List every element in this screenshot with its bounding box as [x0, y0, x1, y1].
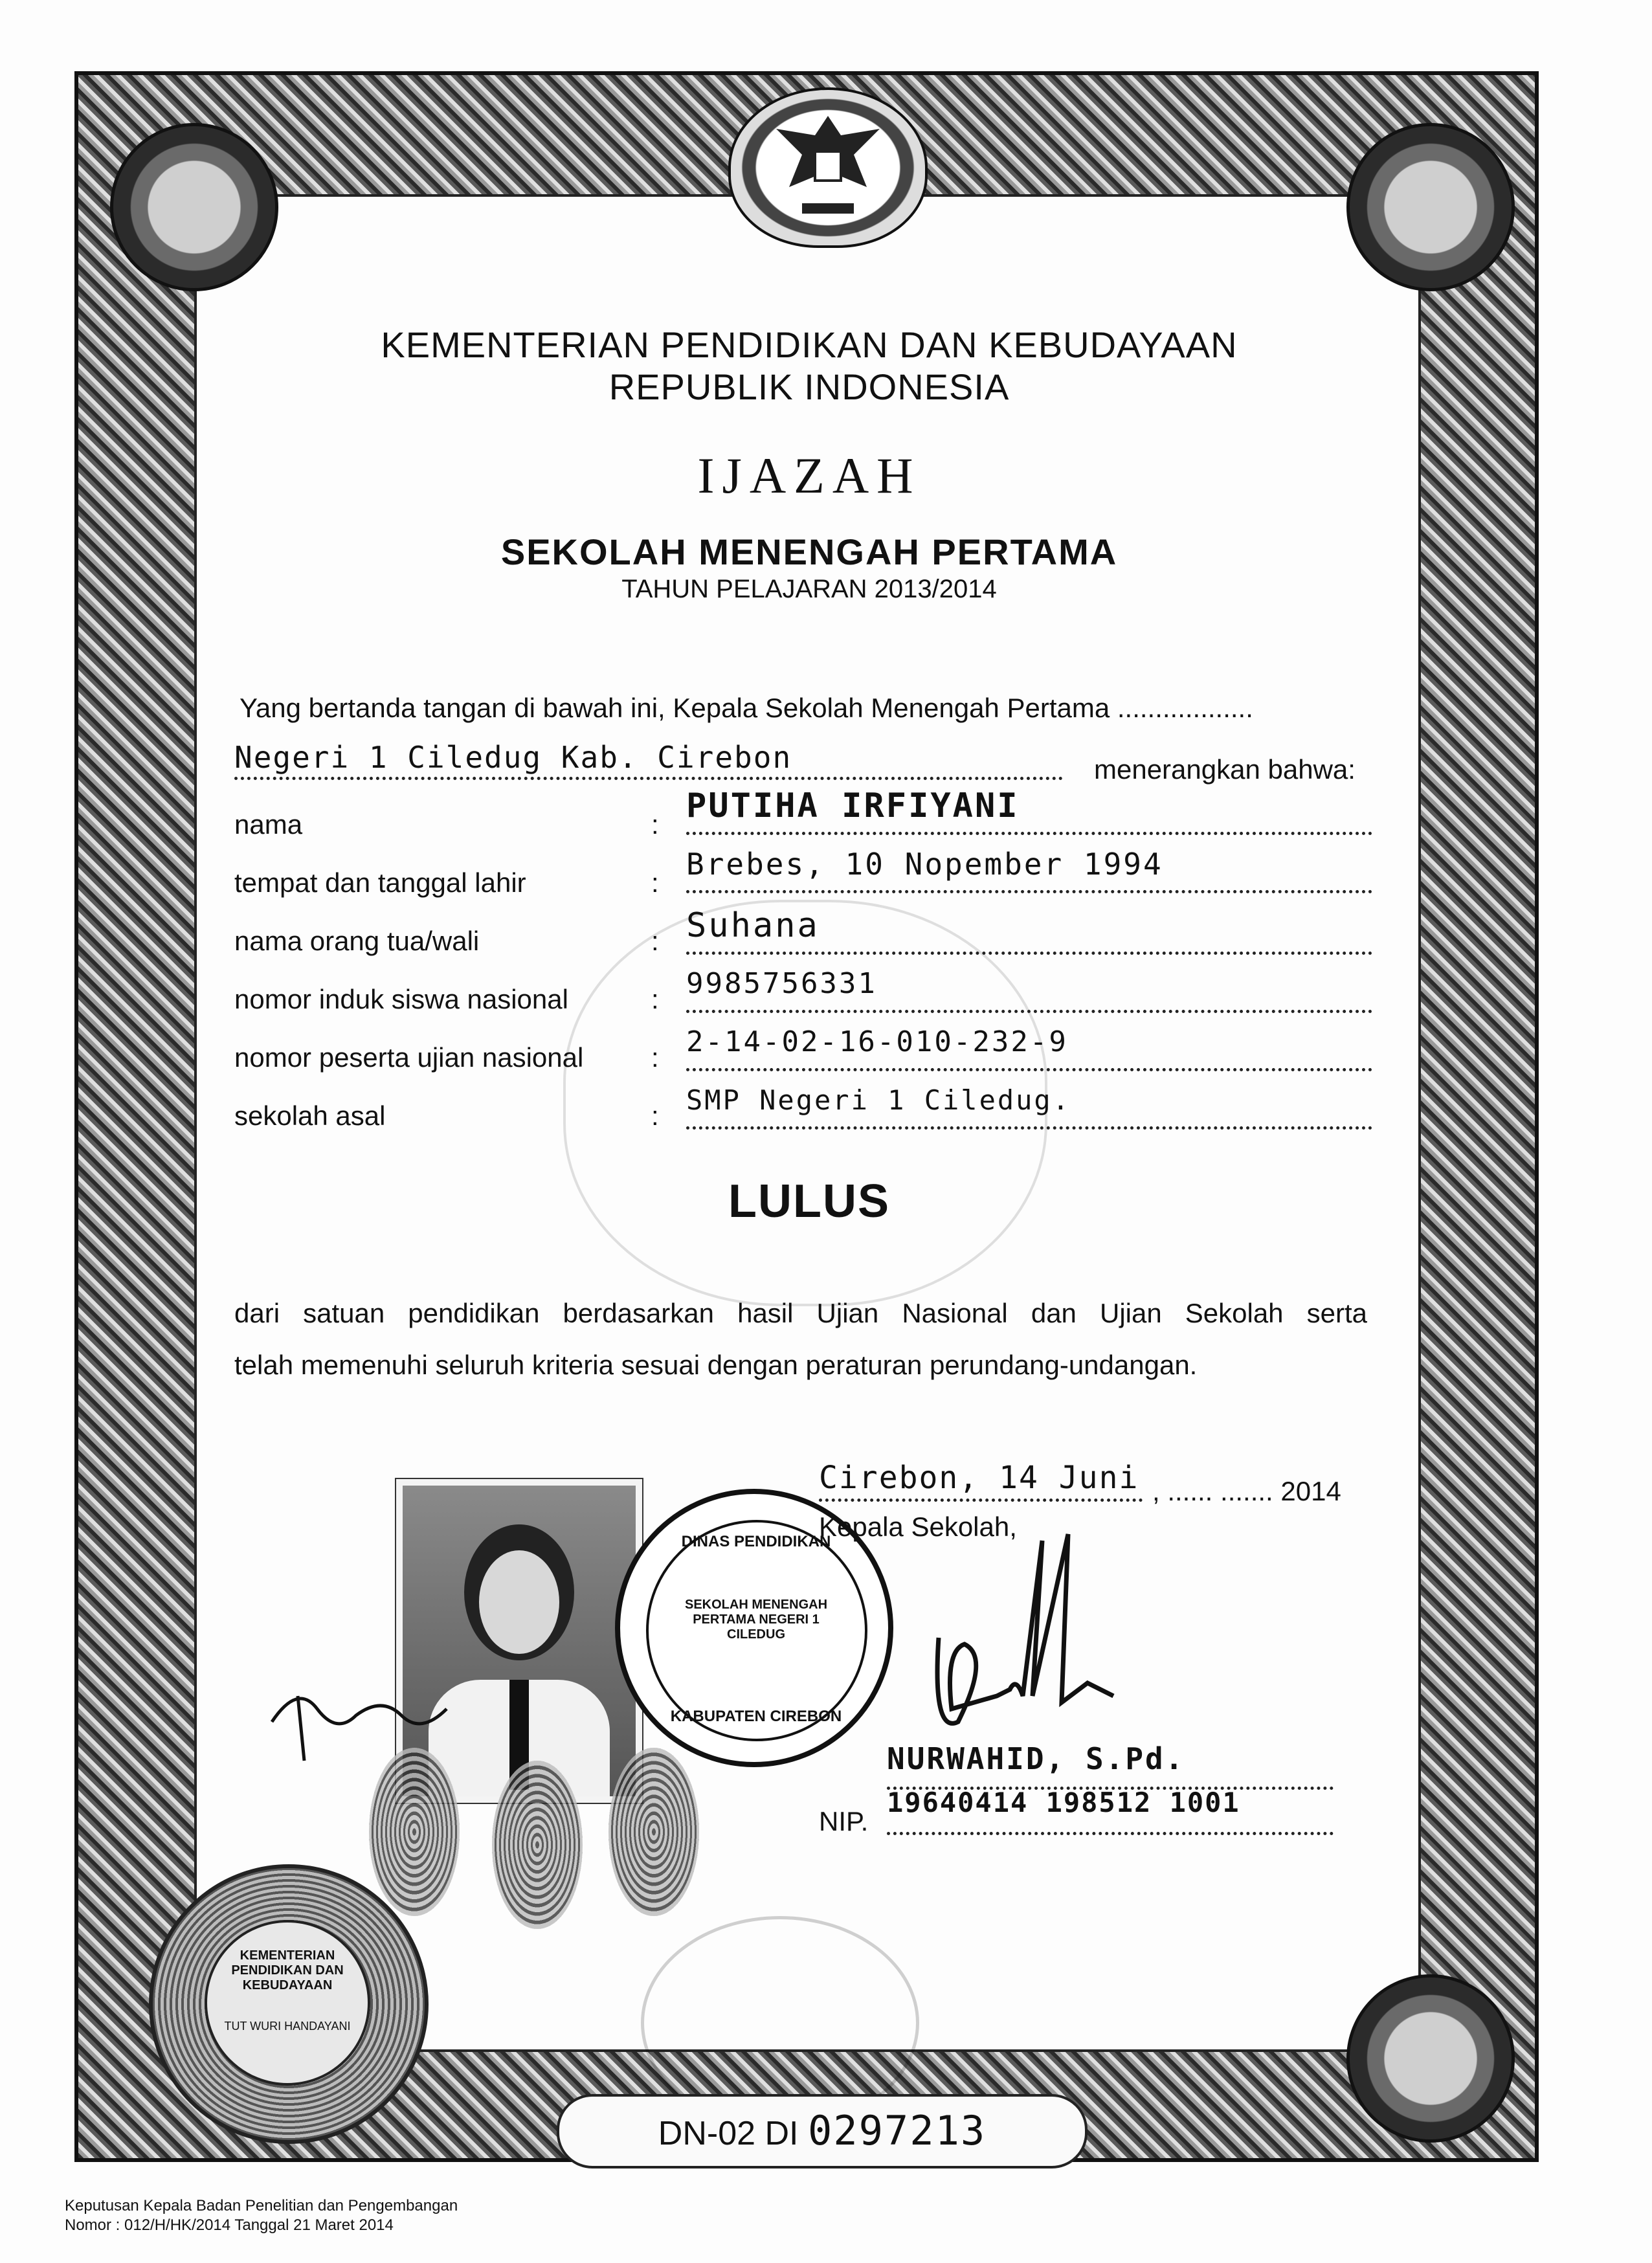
colon: :: [651, 809, 659, 840]
colon: :: [651, 867, 659, 898]
serial-prefix: DN-02 DI: [658, 2115, 799, 2152]
stamp-bottom-text: KABUPATEN CIREBON: [670, 1708, 842, 1725]
school-name-handwritten: Negeri 1 Ciledug Kab. Cirebon: [234, 731, 1063, 780]
corner-rosette-top-left: [110, 123, 278, 291]
stamp-center-text: SEKOLAH MENENGAH PERTAMA NEGERI 1 CILEDUG: [685, 1598, 828, 1642]
field-label-birth: tempat dan tanggal lahir: [234, 867, 526, 898]
certificate-title: IJAZAH: [697, 447, 921, 504]
statement-line-1: dari satuan pendidikan berdasarkan hasil Ujian Nasional dan Ujian Sekolah serta: [234, 1298, 1367, 1328]
field-label-name: nama: [234, 809, 303, 840]
stamp-top-text: DINAS PENDIDIKAN: [681, 1533, 831, 1550]
date-dotted-line: [819, 1499, 1143, 1502]
field-value-origin-school: SMP Negeri 1 Ciledug.: [686, 1081, 1372, 1130]
fingerprint-2: [492, 1761, 583, 1929]
colon: :: [651, 1042, 659, 1073]
principal-name: NURWAHID, S.Pd.: [887, 1741, 1334, 1790]
corner-rosette-top-right: [1346, 123, 1515, 291]
colon: :: [651, 926, 659, 956]
signer-role: Kepala Sekolah,: [819, 1511, 1017, 1542]
principal-nip: 19640414 198512 1001: [887, 1787, 1334, 1835]
colon: :: [651, 1100, 659, 1131]
result-status: LULUS: [728, 1176, 890, 1227]
footer-decree-line-1: Keputusan Kepala Badan Penelitian dan Pengembangan: [65, 2197, 458, 2214]
statement-line-2: telah memenuhi seluruh kriteria sesuai dengan peraturan perundang-undangan.: [234, 1350, 1198, 1380]
field-value-name: PUTIHA IRFIYANI: [686, 786, 1372, 835]
field-value-nisn: 9985756331: [686, 964, 1372, 1013]
corner-rosette-bottom-right: [1346, 1974, 1515, 2143]
garuda-icon: [731, 90, 925, 245]
field-label-parent: nama orang tua/wali: [234, 926, 480, 956]
photo-face: [479, 1550, 559, 1654]
ministry-name: KEMENTERIAN PENDIDIKAN DAN KEBUDAYAAN: [381, 324, 1238, 365]
intro-line: Yang bertanda tangan di bawah ini, Kepala Sekolah Menengah Pertama ..................: [240, 693, 1253, 723]
seal-text: KEMENTERIAN PENDIDIKAN DAN KEBUDAYAAN: [231, 1948, 344, 1992]
fingerprint-3: [608, 1748, 699, 1916]
nip-label: NIP.: [819, 1806, 869, 1836]
signing-place-date: Cirebon, 14 Juni: [819, 1460, 1139, 1496]
serial-number: 0297213: [807, 2107, 987, 2154]
seal-motto: TUT WURI HANDAYANI: [224, 2020, 351, 2033]
colon: :: [651, 984, 659, 1014]
intro-suffix: menerangkan bahwa:: [1094, 754, 1356, 785]
academic-year: TAHUN PELAJARAN 2013/2014: [621, 575, 997, 603]
signing-year: , ...... ....... 2014: [1152, 1476, 1341, 1506]
footer-decree-line-2: Nomor : 012/H/HK/2014 Tanggal 21 Maret 2014: [65, 2216, 394, 2234]
school-level: SEKOLAH MENENGAH PERTAMA: [500, 531, 1118, 572]
field-label-nisn: nomor induk siswa nasional: [234, 984, 568, 1014]
field-value-exam-number: 2-14-02-16-010-232-9: [686, 1023, 1372, 1071]
republic-name: REPUBLIK INDONESIA: [608, 366, 1010, 407]
principal-signature: [919, 1528, 1126, 1741]
ministry-seal: [149, 1864, 429, 2144]
field-value-parent: Suhana: [686, 906, 1372, 955]
serial-number-box: [557, 2094, 1088, 2168]
field-label-origin-school: sekolah asal: [234, 1100, 386, 1131]
garuda-emblem-icon: [728, 87, 928, 248]
field-value-birth: Brebes, 10 Nopember 1994: [686, 845, 1372, 893]
field-label-exam-number: nomor peserta ujian nasional: [234, 1042, 584, 1073]
seal-center: [205, 1920, 370, 2086]
fingerprint-1: [369, 1748, 460, 1916]
